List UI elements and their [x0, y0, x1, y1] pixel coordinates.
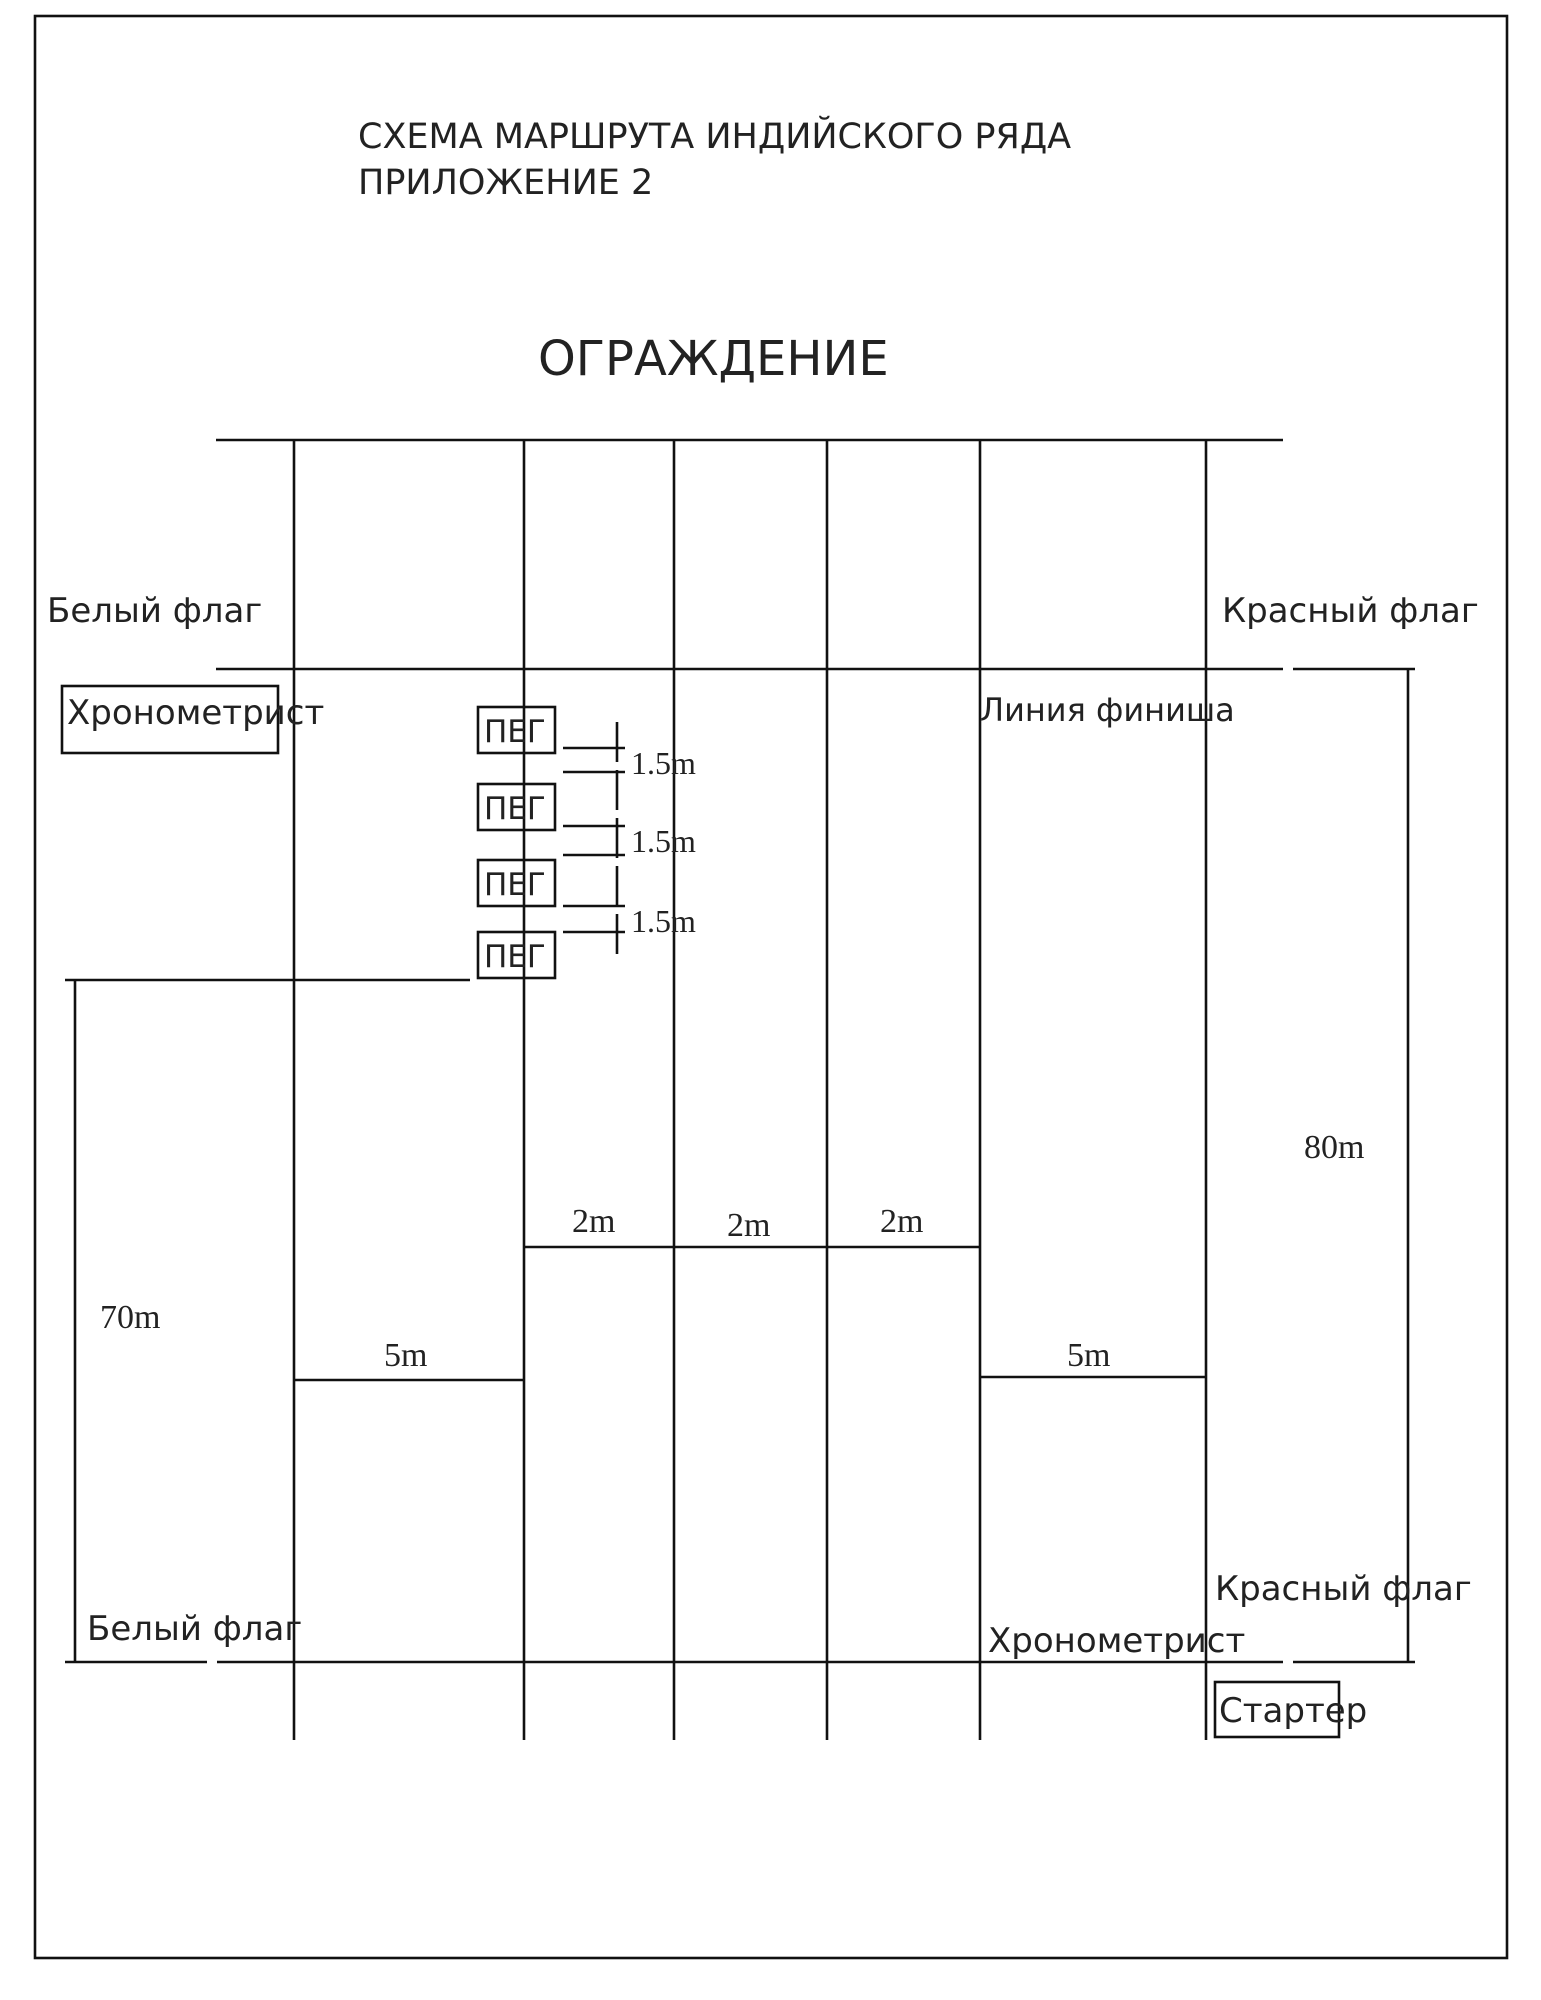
starter-label: Стартер — [1219, 1691, 1368, 1731]
finish-line-label: Линия финиша — [980, 691, 1235, 729]
timekeeper-top-label: Хронометрист — [67, 693, 325, 733]
fence-label: ОГРАЖДЕНИЕ — [538, 331, 889, 387]
appendix-label: ПРИЛОЖЕНИЕ 2 — [358, 163, 654, 203]
peg-gap-label-3: 1.5m — [631, 903, 696, 939]
left-length-label: 70m — [100, 1299, 161, 1336]
white-flag-top-label: Белый флаг — [47, 591, 263, 631]
peg-label-3: ПЕГ — [484, 867, 546, 903]
lane-width-label-2: 2m — [727, 1207, 771, 1244]
peg-group — [478, 707, 555, 978]
side-left-label: 5m — [384, 1337, 428, 1374]
lane-width-label-1: 2m — [572, 1203, 616, 1240]
lane-width-label-3: 2m — [880, 1203, 924, 1240]
right-length-label: 80m — [1304, 1129, 1365, 1166]
red-flag-top-label: Красный флаг — [1222, 591, 1479, 631]
timekeeper-bottom-label: Хронометрист — [988, 1621, 1246, 1661]
red-flag-bottom-label: Красный флаг — [1215, 1569, 1472, 1609]
peg-gap-label-2: 1.5m — [631, 823, 696, 859]
scheme-title: СХЕМА МАРШРУТА ИНДИЙСКОГО РЯДА — [358, 117, 1072, 157]
peg-label-1: ПЕГ — [484, 714, 546, 750]
side-right-label: 5m — [1067, 1337, 1111, 1374]
peg-gap-label-1: 1.5m — [631, 745, 696, 781]
peg-label-2: ПЕГ — [484, 791, 546, 827]
page-frame — [35, 16, 1507, 1958]
peg-spacing-marks — [563, 722, 625, 958]
lane-lines — [294, 440, 1206, 1740]
white-flag-bottom-label: Белый флаг — [87, 1609, 303, 1649]
peg-label-4: ПЕГ — [484, 939, 546, 975]
